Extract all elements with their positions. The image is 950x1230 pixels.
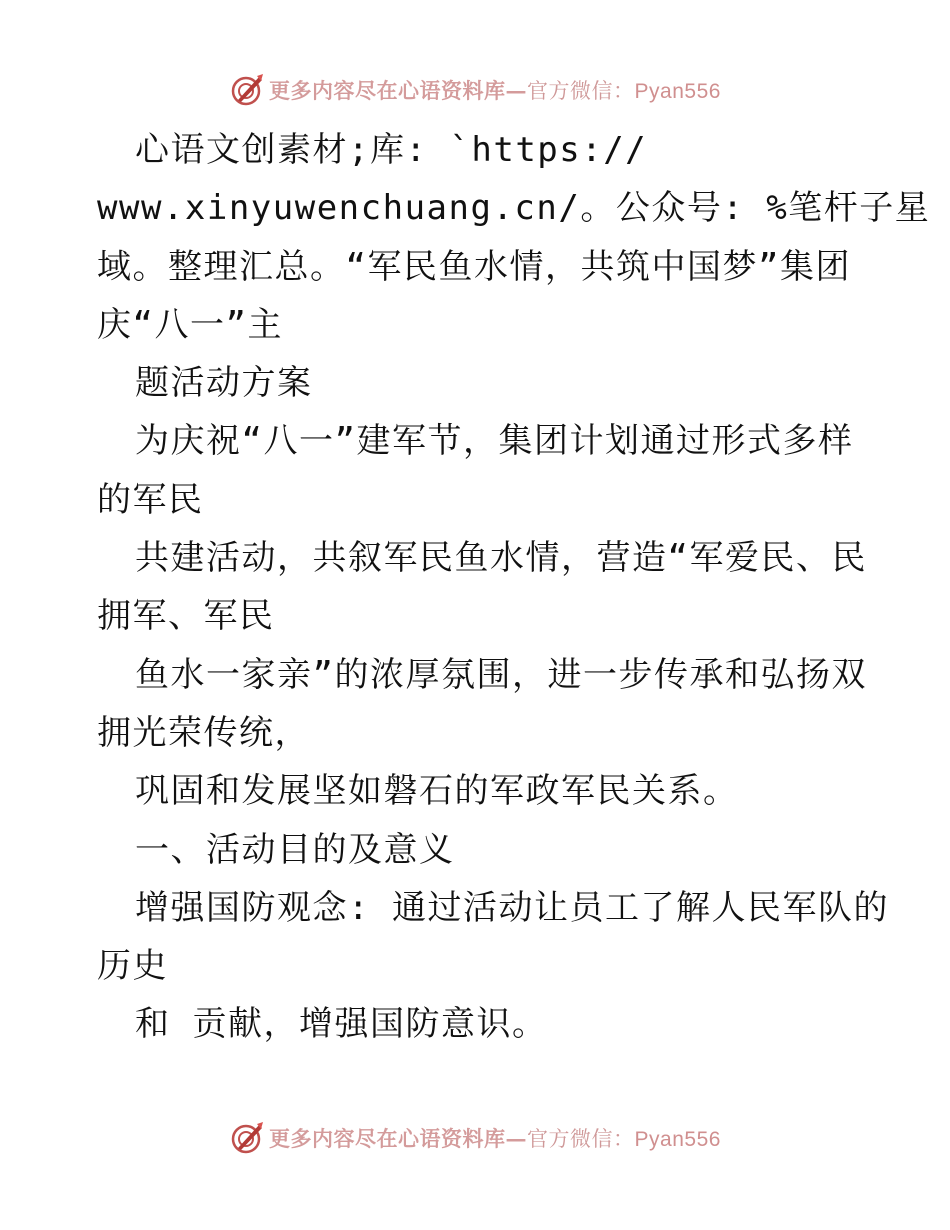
text-line: 拥光荣传统， [97, 712, 310, 753]
text-line: 鱼水一家亲”的浓厚氛围，进一步传承和弘扬双 [135, 654, 867, 695]
quill-seal-icon [229, 72, 265, 108]
text-line: 为庆祝“八一”建军节，集团计划通过形式多样 [135, 421, 854, 462]
quill-seal-icon [229, 1120, 265, 1156]
banner-dash: — [505, 1126, 528, 1151]
text-line: 域。整理汇总。“军民鱼水情，共筑中国梦”集团 [97, 246, 851, 287]
text-line: 庆“八一”主 [97, 304, 283, 345]
banner-text [269, 1123, 721, 1153]
banner-slogan: 更多内容尽在心语资料库 [269, 1126, 506, 1151]
banner-wechat-id: Pyan556 [634, 80, 721, 103]
text-line: 巩固和发展坚如磐石的军政军民关系。 [135, 771, 739, 812]
text-line: 题活动方案 [135, 363, 313, 404]
text-line: www.xinyuwenchuang.cn/。公众号: %笔杆子星 [97, 188, 931, 229]
banner-wechat-label: 官方微信： [527, 79, 635, 103]
text-line: 的军民 [97, 479, 204, 520]
text-line: 心语文创素材;库: `https:// [135, 130, 648, 170]
banner-dash: — [505, 78, 528, 103]
banner-wechat-id: Pyan556 [634, 1128, 721, 1151]
text-line: 历史 [97, 946, 168, 987]
document-body [97, 121, 931, 1054]
text-line: 和 贡献，增强国防意识。 [135, 1004, 548, 1045]
footer-banner [0, 1118, 950, 1158]
section-heading: 一、活动目的及意义 [135, 829, 455, 870]
text-line: 拥军、军民 [97, 596, 275, 637]
text-line: 增强国防观念: 通过活动让员工了解人民军队的 [135, 887, 889, 928]
banner-slogan: 更多内容尽在心语资料库 [269, 78, 506, 103]
text-line: 共建活动，共叙军民鱼水情，营造“军爱民、民 [135, 538, 867, 579]
banner-text [269, 75, 721, 105]
header-banner [0, 70, 950, 110]
banner-wechat-label: 官方微信： [527, 1127, 635, 1151]
